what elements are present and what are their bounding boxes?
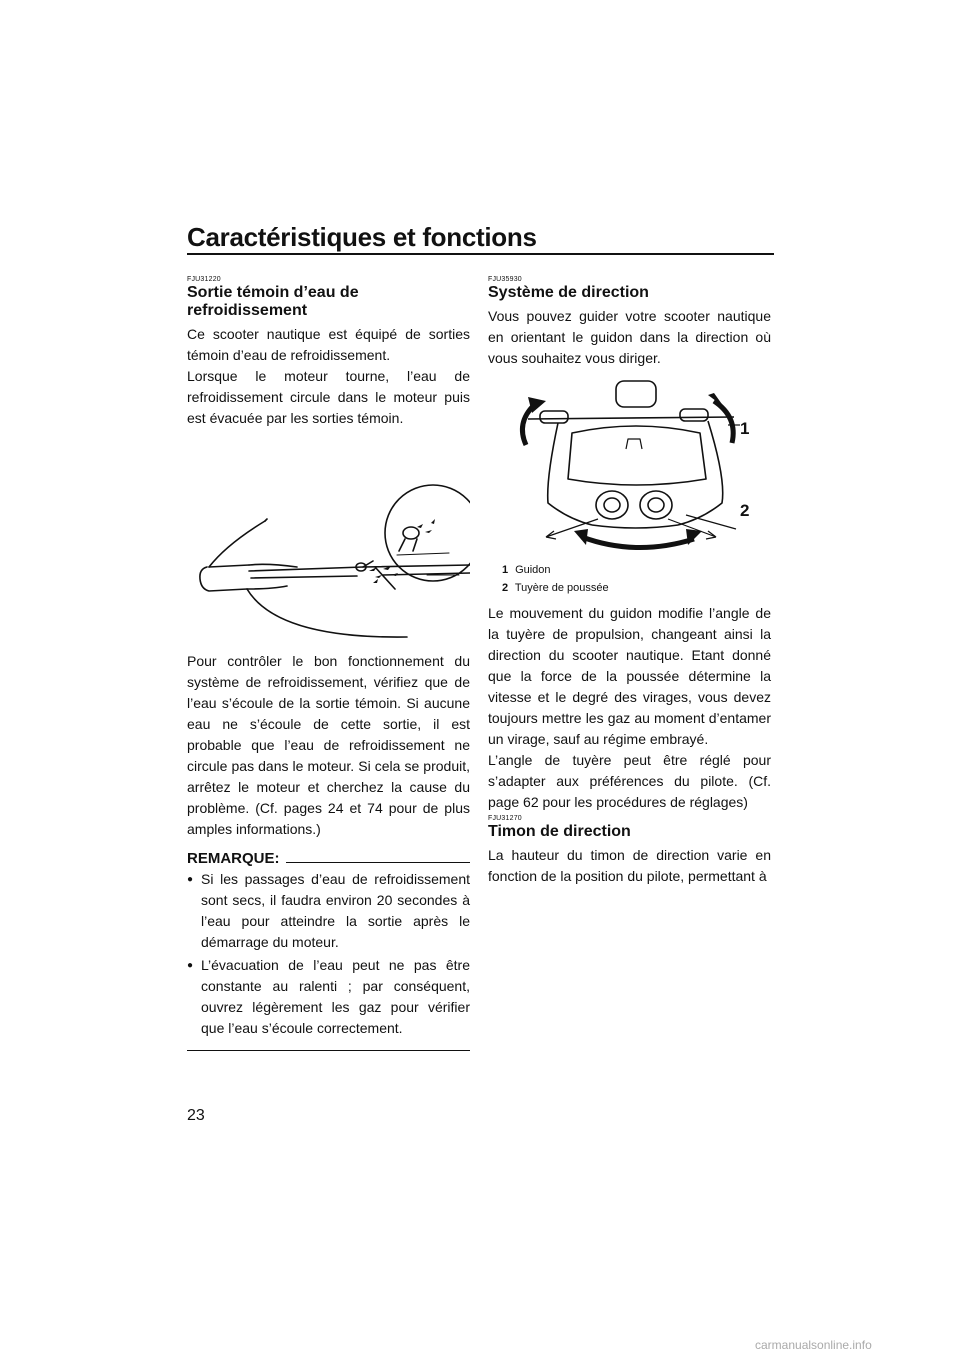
tilt-paragraph: La hauteur du timon de direction varie en fonction de la position du pilote, permettant à bbox=[488, 847, 771, 884]
remark-text: Si les passages d’eau de refroidissement sont secs, il faudra environ 20 secondes à l’eau pour atteindre la sortie après le démarrage du moteur. bbox=[201, 871, 470, 950]
section-heading bbox=[187, 284, 470, 320]
figure-caption bbox=[488, 561, 771, 579]
watermark: carmanualsonline.info bbox=[755, 1338, 872, 1352]
remark-header bbox=[187, 850, 470, 867]
bullet-icon: ● bbox=[187, 960, 194, 971]
section-code: FJU31220 bbox=[187, 276, 221, 283]
bullet-icon: ● bbox=[187, 874, 194, 885]
header-divider bbox=[187, 253, 774, 255]
heading-line-2: refroidissement bbox=[187, 302, 308, 319]
steering-paragraph: Le mouvement du guidon modifie l’angle de la tuyère de propulsion, changeant ainsi la direction du scooter nautique. Etant donné que la force de la poussée détermine la vitesse et le degré des virages, vous devez toujours mettre les gaz au moment d’entamer un virage, sauf au régime embrayé. bbox=[488, 605, 771, 747]
nozzle-paragraph: L’angle de tuyère peut être réglé pour s’adapter aux préférences du pilote. (Cf. page 62 pour les procédures de réglages) bbox=[488, 752, 771, 810]
steering-drawing bbox=[488, 379, 771, 561]
caption-number: 2 bbox=[502, 582, 509, 594]
remark-title: REMARQUE: bbox=[187, 850, 280, 867]
caption-text: Tuyère de poussée bbox=[514, 582, 609, 594]
steering-illustration bbox=[488, 379, 771, 561]
remark-box bbox=[187, 850, 470, 1051]
remark-item bbox=[187, 869, 470, 953]
section-heading: Système de direction bbox=[488, 284, 649, 301]
intro-paragraph: Ce scooter nautique est équipé de sorties témoin d’eau de refroidissement. bbox=[187, 326, 470, 363]
section-code: FJU31270 bbox=[488, 815, 522, 822]
figure-caption bbox=[488, 579, 771, 597]
remark-rule bbox=[286, 862, 471, 863]
page-number: 23 bbox=[187, 1107, 205, 1124]
heading-line-1: Sortie témoin d’eau de bbox=[187, 284, 359, 301]
page-title: Caractéristiques et fonctions bbox=[187, 222, 537, 252]
right-column bbox=[488, 276, 771, 887]
left-column bbox=[187, 276, 470, 1051]
caption-number: 1 bbox=[502, 564, 509, 576]
remark-item bbox=[187, 955, 470, 1039]
section-code: FJU35930 bbox=[488, 276, 522, 283]
cooling-outlet-drawing bbox=[187, 449, 470, 639]
remark-text: L’évacuation de l’eau peut ne pas être constante au ralenti ; par conséquent, ouvrez légèrement les gaz pour vérifier que l’eau s’écoule correctement. bbox=[201, 957, 470, 1036]
section-heading: Timon de direction bbox=[488, 823, 631, 840]
remark-end-rule bbox=[187, 1050, 470, 1051]
check-paragraph: Pour contrôler le bon fonctionnement du système de refroidissement, vérifiez que de l’eau s’écoule de la sortie témoin. Si aucune eau ne s’écoule de cette sortie, il est probable que l’eau de refroidissement ne circule pas dans le moteur. Si cela se produit, arrêtez le moteur et cherchez la cause du problème. (Cf. pages 24 et 74 pour de plus amples informations.) bbox=[187, 653, 470, 837]
callout-2: 2 bbox=[740, 501, 750, 520]
caption-text: Guidon bbox=[515, 564, 551, 576]
cooling-outlet-illustration bbox=[187, 449, 470, 639]
callout-1: 1 bbox=[740, 419, 750, 438]
intro-paragraph-2: Lorsque le moteur tourne, l’eau de refroidissement circule dans le moteur puis est évacuée par les sorties témoin. bbox=[187, 368, 470, 426]
intro-paragraph: Vous pouvez guider votre scooter nautique en orientant le guidon dans la direction où vous souhaitez vous diriger. bbox=[488, 308, 771, 366]
